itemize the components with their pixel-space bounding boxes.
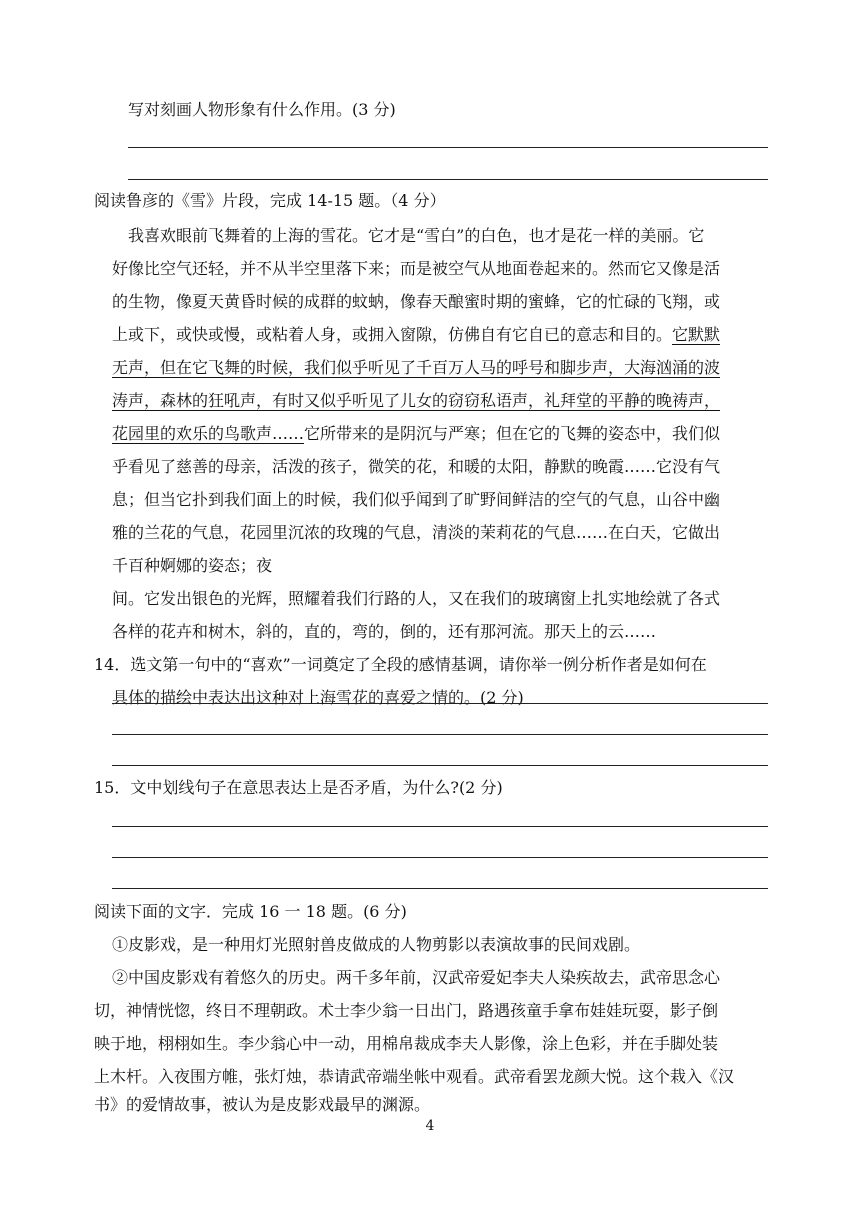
question-13-tail: 写对刻画人物形象有什么作用。(3 分) xyxy=(128,100,396,119)
passage-line: 的生物，像夏天黄昏时候的成群的蚊蚋，像春天酿蜜时期的蜜蜂，它的忙碌的飞翔，或 xyxy=(112,292,721,311)
answer-line xyxy=(128,179,768,180)
answer-line xyxy=(112,765,768,766)
answer-line xyxy=(112,857,768,858)
passage-line: 千百种婀娜的姿态；夜 xyxy=(112,556,273,575)
passage-line: 乎看见了慈善的母亲，活泼的孩子，微笑的花，和暖的太阳，静默的晚霞……它没有气 xyxy=(112,457,721,476)
passage-line: 我喜欢眼前飞舞着的上海的雪花。它才是“雪白”的白色，也才是花一样的美丽。它 xyxy=(128,226,705,245)
passage-line: 间。它发出银色的光辉，照耀着我们行路的人，又在我们的玻璃窗上扎实地绘就了各式 xyxy=(112,589,721,608)
underlined-sentence: 花园里的欢乐的鸟歌声…… xyxy=(112,424,305,443)
question-15: 15．文中划线句子在意思表达上是否矛盾，为什么?(2 分) xyxy=(94,778,503,797)
passage-line: ②中国皮影戏有着悠久的历史。两千多年前，汉武帝爱妃李夫人染疾故去，武帝思念心 xyxy=(112,968,721,987)
passage-line: 映于地，栩栩如生。李少翁心中一动，用棉帛裁成李夫人影像，涂上色彩，并在手脚处装 xyxy=(94,1034,719,1053)
passage-line: 书》的爱情故事，被认为是皮影戏最早的渊源。 xyxy=(94,1095,431,1114)
section-intro-shadow: 阅读下面的文字．完成 16 一 18 题。(6 分) xyxy=(94,902,407,921)
answer-line xyxy=(112,888,768,889)
passage-line: 花园里的欢乐的鸟歌声……它所带来的是阴沉与严寒；但在它的飞舞的姿态中，我们似 xyxy=(112,424,721,443)
question-14-cont: 具体的描绘中表达出这种对上海雪花的喜爱之情的。(2 分) xyxy=(112,688,524,707)
answer-line xyxy=(112,734,768,735)
section-intro-snow: 阅读鲁彦的《雪》片段，完成 14-15 题。（4 分） xyxy=(94,191,446,210)
answer-line xyxy=(112,703,768,704)
question-14: 14．选文第一句中的“喜欢”一词奠定了全段的感情基调，请你举一例分析作者是如何在 xyxy=(94,655,707,674)
passage-line: 息；但当它扑到我们面上的时候，我们似乎闻到了旷野间鲜洁的空气的气息，山谷中幽 xyxy=(112,490,721,509)
answer-line xyxy=(112,826,768,827)
underlined-sentence: 涛声，森林的狂吼声，有时又似乎听见了儿女的窃窃私语声，礼拜堂的平静的晚祷声， xyxy=(112,391,721,410)
underlined-sentence: 它默默 xyxy=(672,325,721,344)
underlined-sentence: 无声，但在它飞舞的时候，我们似乎听见了千百万人马的呼号和脚步声，大海汹涌的波 xyxy=(112,358,721,377)
passage-line: 各样的花卉和树木，斜的，直的，弯的，倒的，还有那河流。那天上的云…… xyxy=(112,622,657,641)
answer-line xyxy=(128,147,768,148)
passage-line: 雅的兰花的气息，花园里沉浓的玫瑰的气息，清淡的茉莉花的气息……在白天，它做出 xyxy=(112,523,721,542)
page-number: 4 xyxy=(425,1118,435,1134)
passage-line: 上木杆。入夜围方帷，张灯烛，恭请武帝端坐帐中观看。武帝看罢龙颜大悦。这个栽入《汉 xyxy=(94,1067,735,1086)
passage-line: ①皮影戏，是一种用灯光照射兽皮做成的人物剪影以表演故事的民间戏剧。 xyxy=(112,935,641,954)
passage-line: 好像比空气还轻，并不从半空里落下来；而是被空气从地面卷起来的。然而它又像是活 xyxy=(112,259,721,278)
passage-line: 上或下，或快或慢，或粘着人身，或拥入窗隙，仿佛自有它自已的意志和目的。它默默 xyxy=(112,325,721,344)
passage-line: 切，神情恍惚，终日不理朝政。术士李少翁一日出门，路遇孩童手拿布娃娃玩耍，影子倒 xyxy=(94,1001,719,1020)
